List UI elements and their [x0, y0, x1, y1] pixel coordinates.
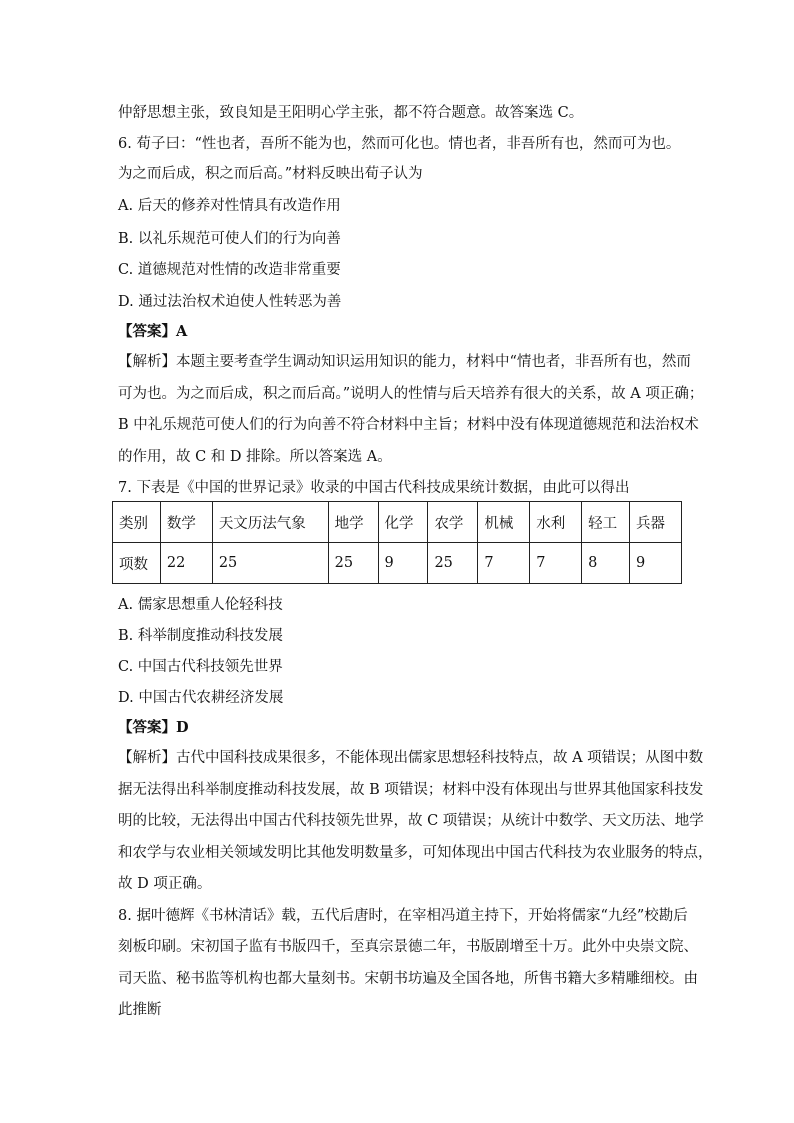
text-line: 故 D 项正确。 — [118, 876, 212, 892]
text-line: B. 以礼乐规范可使人们的行为向善 — [118, 231, 341, 247]
text-line: 7. 下表是《中国的世界记录》收录的中国古代科技成果统计数据，由此可以得出 — [118, 480, 630, 496]
table-cell: 9 — [630, 543, 682, 584]
text-line: 据无法得出科举制度推动科技发展，故 B 项错误；材料中没有体现出与世界其他国家科技发 — [118, 782, 704, 798]
table-cell: 数学 — [160, 502, 212, 543]
table-cell: 25 — [328, 543, 378, 584]
text-line: A. 儒家思想重人伦轻科技 — [118, 597, 283, 613]
text-line: 【解析】本题主要考查学生调动知识运用知识的能力，材料中“情也者，非吾所有也，然而 — [118, 354, 691, 370]
text-line: 刻板印刷。宋初国子监有书版四千，至真宗景德二年，书版剧增至十万。此外中央崇文院、 — [118, 939, 698, 955]
table-cell: 天文历法气象 — [212, 502, 328, 543]
text-line: 和农学与农业相关领域发明比其他发明数量多，可知体现出中国古代科技为农业服务的特点， — [118, 845, 713, 861]
text-line: C. 中国古代科技领先世界 — [118, 659, 283, 675]
text-line: 可为也。为之而后成，积之而后高。”说明人的性情与后天培养有很大的关系，故 A 项正确； — [118, 386, 704, 402]
table-cell: 7 — [530, 543, 582, 584]
table-cell: 机械 — [478, 502, 530, 543]
table-cell: 化学 — [378, 502, 428, 543]
table-cell: 农学 — [428, 502, 478, 543]
text-line: 8. 据叶德辉《书林清话》载，五代后唐时，在宰相冯道主持下，开始将儒家“九经”校勘后 — [118, 908, 688, 924]
table-header-row — [113, 502, 682, 543]
text-line: 为之而后成，积之而后高。”材料反映出荀子认为 — [118, 166, 423, 182]
table-cell: 8 — [582, 543, 630, 584]
text-line: 【解析】古代中国科技成果很多，不能体现出儒家思想轻科技特点，故 A 项错误；从图中数 — [118, 750, 704, 766]
table-cell: 25 — [428, 543, 478, 584]
statistics-table — [112, 501, 682, 584]
text-line: B 中礼乐规范可使人们的行为向善不符合材料中主旨；材料中没有体现道德规范和法治权术 — [118, 417, 699, 433]
text-line: A. 后天的修养对性情具有改造作用 — [118, 198, 341, 214]
text-line: D. 通过法治权术迫使人性转恶为善 — [118, 294, 342, 310]
text-line: 明的比较，无法得出中国古代科技领先世界，故 C 项错误；从统计中数学、天文历法、地学 — [118, 813, 704, 829]
text-line: B. 科举制度推动科技发展 — [118, 628, 283, 644]
answer-label: 【答案】D — [118, 719, 189, 736]
answer-label: 【答案】A — [118, 323, 188, 340]
table-cell: 地学 — [328, 502, 378, 543]
text-line: C. 道德规范对性情的改造非常重要 — [118, 262, 341, 278]
text-line: 此推断 — [118, 1002, 162, 1018]
table-cell: 轻工 — [582, 502, 630, 543]
table-cell: 7 — [478, 543, 530, 584]
table-cell: 类别 — [113, 502, 161, 543]
table-cell: 项数 — [113, 543, 161, 584]
text-line: 6. 荀子曰：“性也者，吾所不能为也，然而可化也。情也者，非吾所有也，然而可为也。 — [118, 136, 681, 152]
text-line: 的作用，故 C 和 D 排除。所以答案选 A。 — [118, 449, 392, 465]
text-line: 仲舒思想主张，致良知是王阳明心学主张，都不符合题意。故答案选 C。 — [118, 105, 584, 121]
table-cell: 水利 — [530, 502, 582, 543]
table-cell: 9 — [378, 543, 428, 584]
text-line: 司天监、秘书监等机构也都大量刻书。宋朝书坊遍及全国各地，所售书籍大多精雕细校。由 — [118, 971, 698, 987]
table-row — [113, 543, 682, 584]
table-cell: 25 — [212, 543, 328, 584]
table-cell: 兵器 — [630, 502, 682, 543]
text-line: D. 中国古代农耕经济发展 — [118, 690, 284, 706]
table-cell: 22 — [160, 543, 212, 584]
